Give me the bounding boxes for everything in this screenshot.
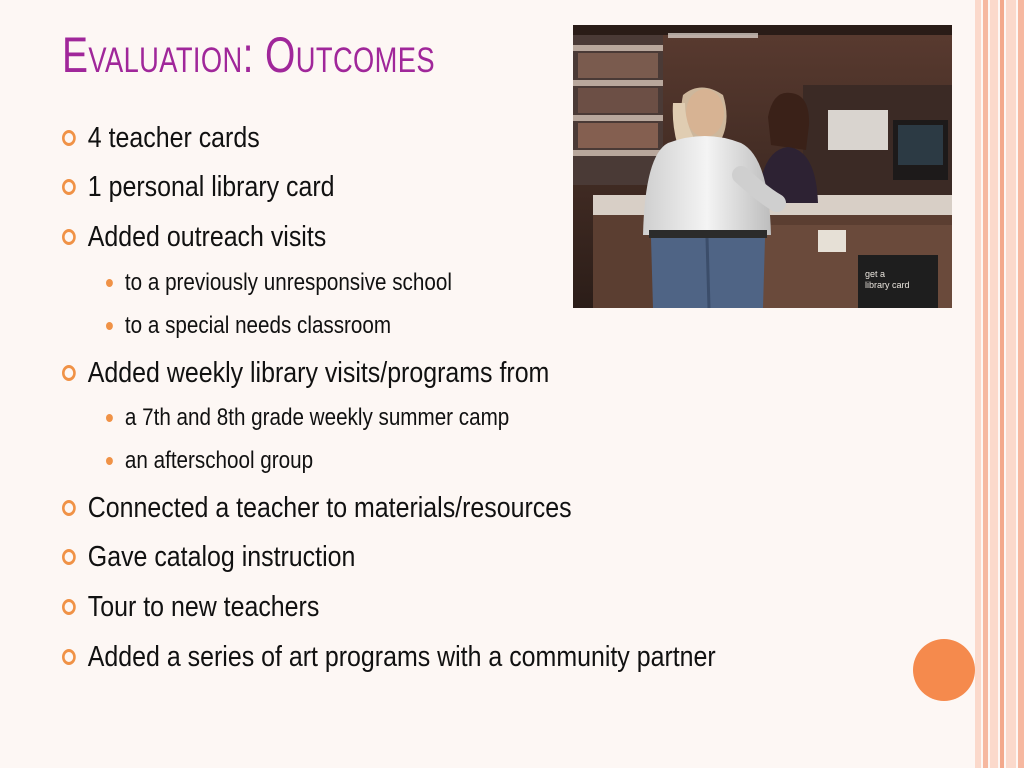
sub-bullet-text: to a previously unresponsive school	[124, 269, 452, 296]
border-band-1	[975, 0, 981, 768]
ring-bullet-icon	[62, 649, 76, 665]
slide-title: Evaluation: Outcomes	[62, 27, 436, 83]
library-desk-photo	[573, 25, 952, 308]
ring-bullet-icon	[62, 365, 76, 381]
ring-bullet-icon	[62, 179, 76, 195]
border-band-3	[990, 0, 998, 768]
dot-bullet-icon	[106, 457, 113, 465]
ring-bullet-icon	[62, 130, 76, 146]
bullet-item	[62, 219, 326, 255]
bullet-item	[62, 355, 549, 391]
bullet-text: Gave catalog instruction	[87, 540, 356, 573]
ring-bullet-icon	[62, 500, 76, 516]
sub-bullet-item	[106, 446, 313, 476]
library-desk-photo-illustration	[573, 25, 952, 308]
photo-sign-text: get a library card	[865, 269, 910, 290]
bullet-item	[62, 639, 716, 675]
bullet-item	[62, 589, 319, 625]
bullet-text: 4 teacher cards	[87, 121, 260, 154]
bullet-text: Connected a teacher to materials/resources	[87, 491, 572, 524]
sub-bullet-item	[106, 311, 391, 341]
sub-bullet-text: an afterschool group	[124, 447, 314, 474]
bullet-item	[62, 120, 260, 156]
bullet-item	[62, 490, 572, 526]
sub-bullet-text: to a special needs classroom	[124, 312, 392, 339]
dot-bullet-icon	[106, 322, 113, 330]
bullet-text: Tour to new teachers	[87, 590, 320, 623]
border-band-5	[1006, 0, 1016, 768]
ring-bullet-icon	[62, 599, 76, 615]
bullet-item	[62, 539, 355, 575]
border-band-6	[1018, 0, 1024, 768]
sub-bullet-text: a 7th and 8th grade weekly summer camp	[124, 404, 510, 431]
sub-bullet-item	[106, 268, 452, 298]
bullet-text: Added outreach visits	[87, 220, 327, 253]
border-band-4	[1000, 0, 1004, 768]
bullet-text: 1 personal library card	[87, 170, 335, 203]
accent-circle	[913, 639, 975, 701]
border-band-2	[983, 0, 988, 768]
bullet-text: Added a series of art programs with a community partner	[87, 640, 716, 673]
dot-bullet-icon	[106, 414, 113, 422]
ring-bullet-icon	[62, 229, 76, 245]
bullet-text: Added weekly library visits/programs from	[87, 356, 550, 389]
bullet-item	[62, 169, 335, 205]
sub-bullet-item	[106, 403, 509, 433]
dot-bullet-icon	[106, 279, 113, 287]
ring-bullet-icon	[62, 549, 76, 565]
